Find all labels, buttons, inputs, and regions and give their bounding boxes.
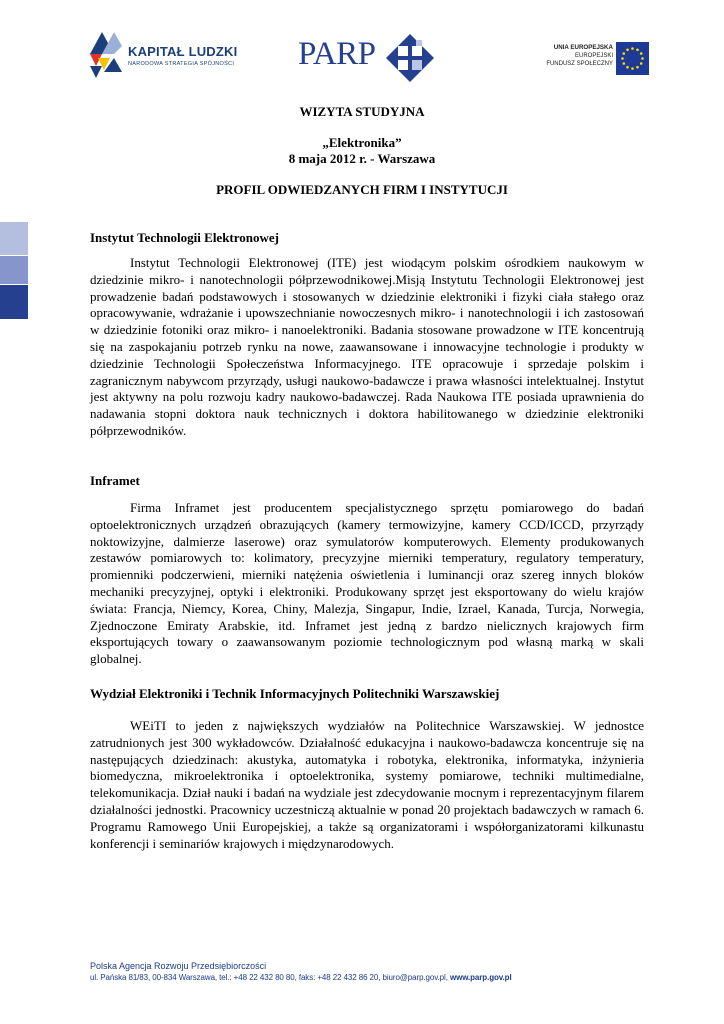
section-title: PROFIL ODWIEDZANYCH FIRM I INSTYTUCJI: [216, 182, 508, 197]
section-heading-weiti: Wydział Elektroniki i Technik Informacyjnych Politechniki Warszawskiej: [90, 686, 500, 701]
kapital-ludzki-title: KAPITAŁ LUDZKI: [128, 44, 238, 59]
paragraph: Firma Inframet jest producentem specjalistycznego sprzętu pomiarowego do badań optoelektronicznych urządzeń obrazujących (kamery termowizyjne, kamery CCD/ICCD, przyrządy noktowizyjne, dalmierze laserowe) oraz symulatorów komputerowych. Elementy produkowanych zestawów pomiarowych to: kolimatory, precyzyjne mierniki temperatury, regulatory temperatury, promienniki podczerwieni, mierniki natężenia oświetlenia i luminancji oraz szereg innych bloków mechaniki precyzyjnej, optyki i elektroniki. Produkowany sprzęt jest eksportowany do wielu krajów świata: Francja, Niemcy, Korea, Chiny, Malezja, Singapur, Indie, Izrael, Kanada, Turcja, Norwegia, Zjednoczone Emiraty Arabskie, itd. Inframet jest jedną z bardzo nielicznych krajowych firm eksportujących towary o zaawansowanym poziomie technologicznym pod własną marką w skali globalnej.: [90, 500, 644, 667]
footer-website-link[interactable]: www.parp.gov.pl: [449, 973, 512, 982]
section-heading-inframet: Inframet: [90, 473, 140, 488]
paragraph: WEiTI to jeden z największych wydziałów na Politechnice Warszawskiej. W jednostce zatrudnionych jest 300 wykładowców. Działalność edukacyjna i naukowo-badawcza koncentruje się na następujących dziedzinach: akustyka, automatyka i robotyka, elektronika, informatyka, inżynieria biomedyczna, mikroelektronika i optoelektronika, systemy pomiarowe, techniki multimedialne, telekomunikacja. Dział nauki i badań na wydziale jest zdecydowanie mocnym i reprezentacyjnym filarem działalności jednostki. Pracownicy uczestniczą aktualnie w ponad 20 projektach badawczych w ramach 6. Programu Ramowego Unii Europejskiej, a także są organizatorami i współorganizatorami kilkunastu konferencji i seminariów krajowych i międzynarodowych.: [90, 718, 644, 851]
kapital-ludzki-logo: [88, 32, 248, 82]
side-block-light: [0, 222, 28, 255]
kapital-ludzki-emblem-icon: [88, 32, 124, 80]
section-text-ite: [90, 255, 644, 440]
document-title: WIZYTA STUDYJNA: [299, 104, 425, 119]
eu-logo: [527, 42, 649, 76]
kapital-ludzki-subtitle: NARODOWA STRATEGIA SPÓJNOŚCI: [128, 61, 235, 67]
footer-address: ul. Pańska 81/83, 00-834 Warszawa, tel.: +48 22 432 80 80, faks: +48 22 432 86 20, biuro@parp.gov.pl,: [90, 973, 450, 982]
paragraph: Instytut Technologii Elektronowej (ITE) jest wiodącym polskim ośrodkiem naukowym w dziedzinie mikro- i nanotechnologii półprzewodnikowej.Misją Instytutu Technologii Elektronowej jest prowadzenie badań podstawowych i stosowanych w dziedzinie elektroniki i fizyki ciała stałego oraz opracowywanie, wdrażanie i upowszechnianie nowoczesnych mikro- i nanotechnologii i ich zastosowań w dziedzinie fotoniki oraz mikro- i nanoelektroniki. Badania stosowane prowadzone w ITE koncentrują się na zaspokajaniu potrzeb rynku na nowe, zaawansowane i innowacyjne technologie i produkty w dziedzinie Technologii Społeczeństwa Informacyjnego. ITE opracowuje i sprzedaje polskim i zagranicznym nabywcom przyrządy, usługi naukowo-badawcze i prawa własności intelektualnej. Instytut jest aktywny na polu rozwoju kadry naukowo-badawczej. Rada Naukowa ITE posiada uprawnienia do nadawania stopni doktora nauk technicznych i doktora habilitowanego w dziedzinie elektroniki półprzewodników.: [90, 255, 644, 438]
section-text-inframet: [90, 500, 644, 668]
eu-flag-icon: [616, 42, 649, 75]
footer-address-line: [90, 973, 512, 982]
document-date: 8 maja 2012 r. - Warszawa: [288, 151, 436, 166]
eu-line3: FUNDUSZ SPOŁECZNY: [546, 61, 613, 67]
side-block-dark: [0, 285, 28, 319]
document-subtitle: „Elektronika”: [322, 135, 402, 150]
side-block-medium: [0, 256, 28, 284]
footer-org-name: Polska Agencja Rozwoju Przedsiębiorczości: [90, 961, 267, 971]
eu-line2: EUROPEJSKI: [574, 53, 613, 59]
section-heading-ite: Instytut Technologii Elektronowej: [90, 230, 280, 245]
eu-text: [546, 44, 613, 68]
parp-logo: [298, 34, 438, 82]
eu-line1: UNIA EUROPEJSKA: [553, 44, 613, 51]
parp-name: PARP: [298, 36, 376, 72]
parp-emblem-icon: [386, 34, 434, 82]
section-text-weiti: [90, 718, 644, 852]
